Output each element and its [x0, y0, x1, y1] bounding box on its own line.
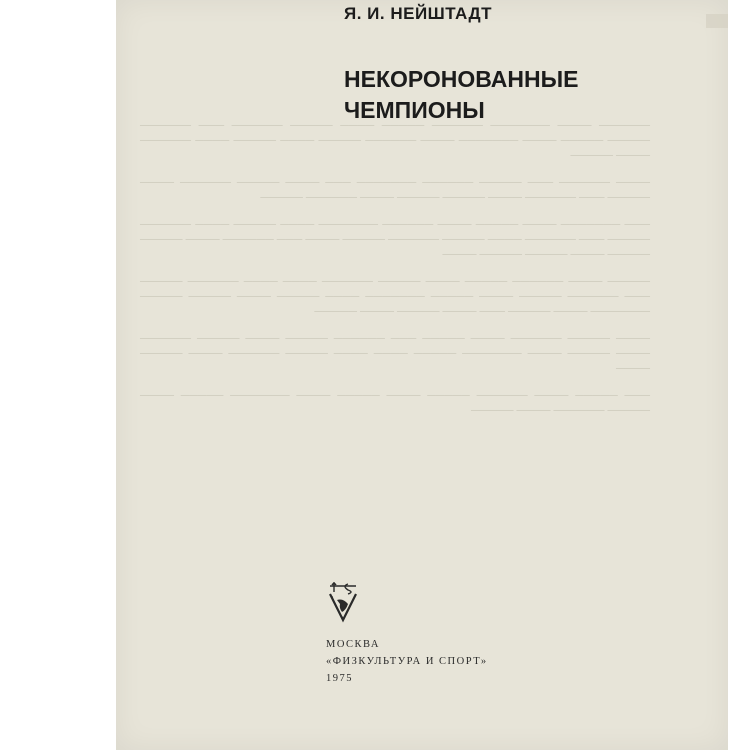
author-name: Я. И. НЕЙШТАДТ [344, 4, 492, 23]
publication-year: 1975 [326, 673, 353, 684]
page-mark [706, 14, 728, 28]
publisher-name: «ФИЗКУЛЬТУРА И СПОРТ» [326, 656, 488, 667]
publisher-city: МОСКВА [326, 639, 380, 650]
book-title [344, 64, 578, 126]
title-line-2: ЧЕМПИОНЫ [344, 97, 485, 123]
bleed-through-text: ────── ──── ─────── ────── ───── ──── ───── ────── ─── ────── ───── ───── ──── ─────── ──── ────── ───── ──── ───── ──── ────── ──── ───── ──── ────── ─── ───── ────── ─────── ─── ──── ───── ────── ──── ───── ─── ────── ──── ───── ───── ──── ────── ───── ─── ─────── ──── ───── ──── ────── ─────── ──── ───── ──── ────── ───── ─── ────── ──── ───── ────── ───── ──── ─── ────── ──── ───── ───── ──── ───── ───── ──── ───── ──── ────── ───── ──── ───── ────── ──── ──── ────── ───── ─── ────── ───── ──── ───── ─────── ──── ───── ──── ───── ───── ─────── ──── ───── ─── ──── ───── ──── ───── ──── ───── ────── ──── ───── ─── ────── ───── ──── ───── ────── ──── ───── ──── ─────── ───── ──── ──── ───── ────── ──── ───── ──── ─── ───── ──── ────── ───── ──── ───── ──── ─────── ───── ──── ───── ────── ──── ───── [140, 118, 650, 417]
publisher-imprint [326, 636, 488, 687]
title-page [116, 0, 728, 750]
title-line-1: НЕКОРОНОВАННЫЕ [344, 66, 579, 92]
fis-publisher-logo-icon [326, 580, 360, 624]
